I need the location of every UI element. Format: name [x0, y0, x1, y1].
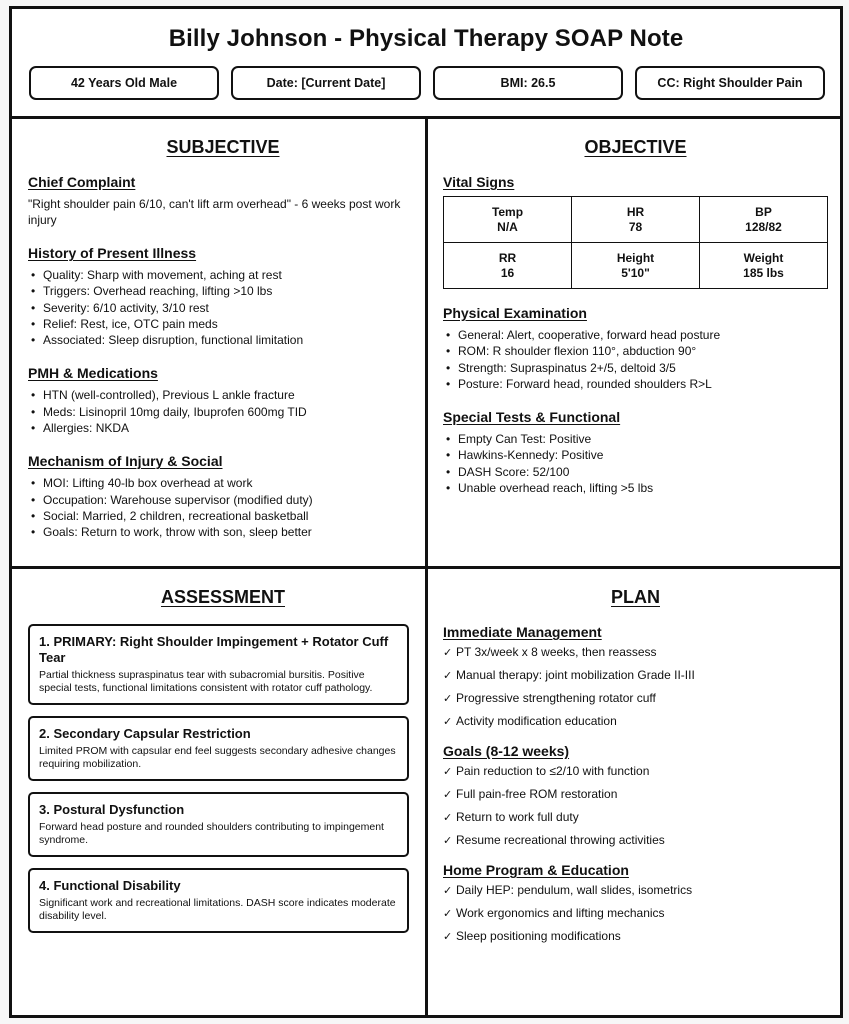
vital-label: RR: [498, 250, 517, 265]
special-tests-heading: Special Tests & Functional: [443, 409, 621, 426]
assessment-item-text: Partial thickness supraspinatus tear with subacromial bursitis. Positive special tests, functional limitations consistent with rotator cuff pathology.: [39, 669, 373, 694]
vitals-table: [443, 196, 828, 289]
assessment-title: ASSESSMENT: [160, 587, 286, 607]
vital-value: 185 lbs: [743, 265, 784, 280]
date-badge: Date: [Current Date]: [231, 66, 421, 100]
vital-cell: [700, 197, 828, 243]
table-row: [444, 197, 828, 243]
assessment-item: [28, 868, 409, 933]
checklist-item: ✓ PT 3x/week x 8 weeks, then reassess: [443, 641, 828, 664]
table-row: [444, 243, 828, 289]
plan-section: [443, 569, 828, 958]
list-item: • ROM: R shoulder flexion 110°, abduction 90°: [443, 343, 828, 359]
vital-label: Height: [616, 250, 655, 265]
exam-heading: Physical Examination: [443, 305, 587, 321]
vital-value: 78: [628, 219, 643, 234]
checklist-item: ✓ Resume recreational throwing activities: [443, 829, 828, 852]
assessment-item: [28, 792, 409, 857]
list-item: • Quality: Sharp with movement, aching at rest: [28, 267, 418, 283]
vitals-heading: Vital Signs: [443, 174, 515, 190]
assessment-item-title: 2. Secondary Capsular Restriction: [39, 726, 251, 741]
checklist-item: ✓ Pain reduction to ≤2/10 with function: [443, 760, 828, 783]
list-item: • Triggers: Overhead reaching, lifting >10 lbs: [28, 283, 418, 299]
checklist-item: ✓ Full pain-free ROM restoration: [443, 783, 828, 806]
bmi-badge: BMI: 26.5: [433, 66, 623, 100]
list-item: • Empty Can Test: Positive: [443, 431, 828, 447]
vital-value: 128/82: [745, 219, 782, 234]
subjective-section: [28, 119, 418, 558]
assessment-item-text: Forward head posture and rounded shoulders contributing to impingement syndrome.: [39, 821, 384, 846]
home-program-heading: Home Program & Education: [443, 862, 629, 878]
chief-complaint-badge: CC: Right Shoulder Pain: [635, 66, 825, 100]
goals-list: [443, 760, 828, 852]
subjective-title: SUBJECTIVE: [166, 137, 280, 157]
list-item: • MOI: Lifting 40-lb box overhead at work: [28, 475, 418, 491]
vital-cell: [572, 243, 700, 289]
pmh-list: [28, 387, 418, 436]
assessment-item-title: 3. Postural Dysfunction: [39, 802, 185, 817]
vital-label: BP: [755, 204, 772, 219]
assessment-item-title: 1. PRIMARY: Right Shoulder Impingement + Rotator Cuff Tear: [39, 634, 389, 665]
list-item: • Posture: Forward head, rounded shoulders R>L: [443, 376, 828, 392]
assessment-item-title: 4. Functional Disability: [39, 878, 181, 893]
checklist-item: ✓ Progressive strengthening rotator cuff: [443, 687, 828, 710]
list-item: • General: Alert, cooperative, forward head posture: [443, 327, 828, 343]
note-header: [12, 9, 840, 119]
vital-label: HR: [626, 204, 645, 219]
objective-title: OBJECTIVE: [584, 137, 687, 157]
list-item: • Goals: Return to work, throw with son, sleep better: [28, 524, 418, 540]
vital-cell: [572, 197, 700, 243]
home-program-list: [443, 879, 828, 948]
immediate-management-heading: Immediate Management: [443, 624, 602, 640]
soap-note: [9, 6, 843, 1018]
checklist-item: ✓ Activity modification education: [443, 710, 828, 733]
list-item: • Social: Married, 2 children, recreational basketball: [28, 508, 418, 524]
objective-section: [443, 119, 828, 513]
hpi-list: [28, 267, 418, 348]
hpi-heading: History of Present Illness: [28, 245, 197, 261]
page-title: Billy Johnson - Physical Therapy SOAP Note: [168, 25, 684, 52]
moi-list: [28, 475, 418, 540]
checklist-item: ✓ Return to work full duty: [443, 806, 828, 829]
vital-cell: [700, 243, 828, 289]
vital-label: Weight: [743, 250, 784, 265]
vital-cell: [444, 197, 572, 243]
list-item: • Severity: 6/10 activity, 3/10 rest: [28, 300, 418, 316]
checklist-item: ✓ Sleep positioning modifications: [443, 925, 828, 948]
list-item: • HTN (well-controlled), Previous L ankle fracture: [28, 387, 418, 403]
vital-value: N/A: [497, 219, 518, 234]
vital-label: Temp: [491, 204, 524, 219]
list-item: • Allergies: NKDA: [28, 420, 418, 436]
list-item: • Strength: Supraspinatus 2+/5, deltoid 3/5: [443, 360, 828, 376]
vital-value: 16: [500, 265, 515, 280]
age-sex-badge: 42 Years Old Male: [29, 66, 219, 100]
chief-complaint-text: "Right shoulder pain 6/10, can't lift arm overhead" - 6 weeks post work injury: [28, 197, 401, 227]
chief-complaint-heading: Chief Complaint: [28, 174, 136, 190]
list-item: • Unable overhead reach, lifting >5 lbs: [443, 480, 828, 496]
assessment-item: [28, 716, 409, 781]
plan-title: PLAN: [611, 587, 660, 607]
list-item: • DASH Score: 52/100: [443, 464, 828, 480]
pmh-heading: PMH & Medications: [28, 365, 158, 382]
checklist-item: ✓ Work ergonomics and lifting mechanics: [443, 902, 828, 925]
immediate-management-list: [443, 641, 828, 733]
list-item: • Meds: Lisinopril 10mg daily, Ibuprofen 600mg TID: [28, 404, 418, 420]
assessment-item: [28, 624, 409, 705]
special-tests-list: [443, 431, 828, 496]
assessment-section: [28, 569, 418, 944]
assessment-item-text: Limited PROM with capsular end feel suggests secondary adhesive changes requiring mobilization.: [39, 745, 396, 770]
exam-list: [443, 327, 828, 392]
goals-heading: Goals (8-12 weeks): [443, 743, 570, 759]
list-item: • Occupation: Warehouse supervisor (modified duty): [28, 492, 418, 508]
assessment-item-text: Significant work and recreational limitations. DASH score indicates moderate disability level.: [39, 897, 396, 922]
moi-heading: Mechanism of Injury & Social: [28, 453, 223, 470]
vital-cell: [444, 243, 572, 289]
list-item: • Relief: Rest, ice, OTC pain meds: [28, 316, 418, 332]
vital-value: 5'10": [621, 265, 650, 280]
list-item: • Hawkins-Kennedy: Positive: [443, 447, 828, 463]
checklist-item: ✓ Manual therapy: joint mobilization Grade II-III: [443, 664, 828, 687]
checklist-item: ✓ Daily HEP: pendulum, wall slides, isometrics: [443, 879, 828, 902]
list-item: • Associated: Sleep disruption, functional limitation: [28, 332, 418, 348]
